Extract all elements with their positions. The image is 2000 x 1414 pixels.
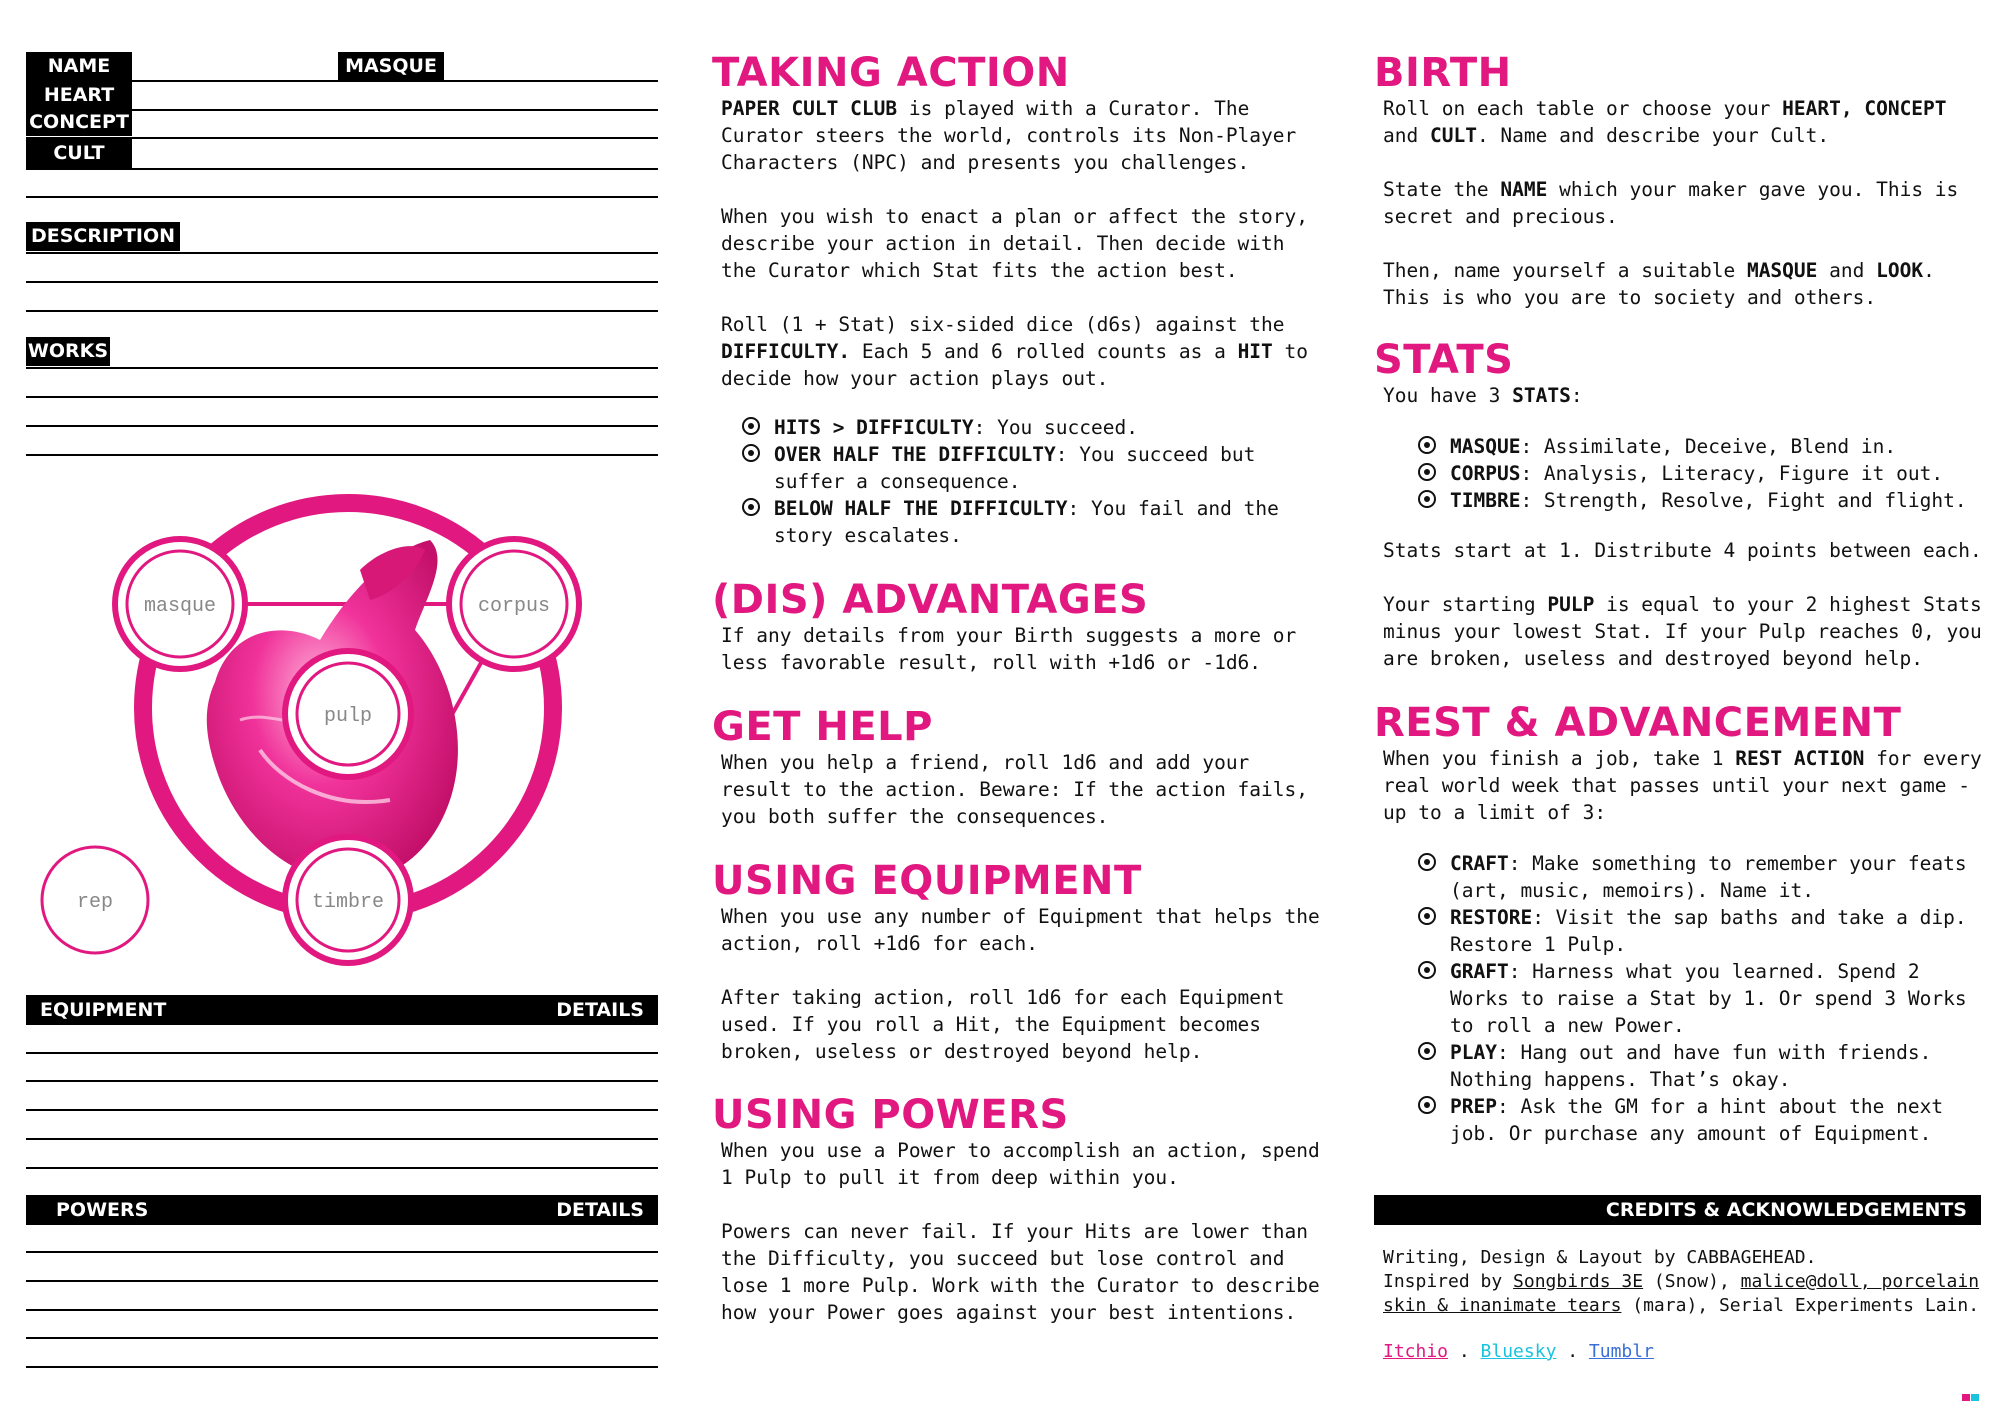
equipment-header <box>26 995 658 1025</box>
corpus-node-label: corpus <box>477 595 551 618</box>
equipment-details-label: DETAILS <box>556 999 644 1021</box>
equipment-line-2[interactable] <box>26 1080 658 1082</box>
equipment-label: EQUIPMENT <box>40 999 167 1021</box>
equipment-line-1[interactable] <box>26 1052 658 1054</box>
works-label: WORKS <box>26 337 110 366</box>
birth-text: Roll on each table or choose your HEART, CONCEPT and CULT. Name and describe your Cult. State the NAME which your maker gave you. This is secret and precious. Then, name yourself a suitable MASQUE and LOOK. This is who you are to society and others. <box>1383 97 1959 309</box>
powers-line-2[interactable] <box>26 1280 658 1282</box>
timbre-node <box>285 837 411 963</box>
bullet-icon <box>1418 436 1436 454</box>
rep-node <box>42 847 148 953</box>
stats-heading: STATS <box>1374 337 1514 383</box>
description-line-1[interactable] <box>26 252 658 254</box>
bullet-icon <box>1418 1096 1436 1114</box>
description-line-3[interactable] <box>26 310 658 312</box>
powers-line-3[interactable] <box>26 1309 658 1311</box>
rest-play: PLAY: Hang out and have fun with friends. Nothing happens. That’s okay. <box>1450 1041 1932 1091</box>
credits-label: CREDITS & ACKNOWLEDGEMENTS <box>1605 1199 1967 1221</box>
stats-text: Stats start at 1. Distribute 4 points between each. Your starting PULP is equal to your 2 highest Stats minus your lowest Stat. If your Pulp reaches 0, you are broken, useless and destroyed beyond help. <box>1383 539 1982 670</box>
hits-rule: HITS > DIFFICULTY: You succeed. <box>774 416 1138 439</box>
equipment-line-5[interactable] <box>26 1167 658 1169</box>
taking-action-p1: PAPER CULT CLUB is played with a Curator. The Curator steers the world, controls its Non-Player Characters (NPC) and presents you challenges. <box>721 97 1297 174</box>
stats-diagram <box>30 480 650 980</box>
itchio-link[interactable]: Itchio <box>1383 1341 1449 1362</box>
masque-node-label: masque <box>143 595 217 618</box>
rest-heading: REST & ADVANCEMENT <box>1374 700 1902 746</box>
social-links: Itchio . Bluesky . Tumblr <box>1383 1341 1654 1362</box>
works-line-4[interactable] <box>26 454 658 456</box>
heart-label: HEART <box>26 81 132 109</box>
rest-graft: GRAFT: Harness what you learned. Spend 2 Works to raise a Stat by 1. Or spend 3 Works to roll a new Power. <box>1450 960 1967 1037</box>
rep-node-label: rep <box>76 891 114 914</box>
description-label: DESCRIPTION <box>26 222 180 251</box>
birth-heading: BIRTH <box>1374 50 1512 96</box>
taking-action-heading: TAKING ACTION <box>712 50 1070 96</box>
cult-line[interactable] <box>26 168 658 170</box>
equipment-line-3[interactable] <box>26 1109 658 1111</box>
get-help-text: When you help a friend, roll 1d6 and add your result to the action. Beware: If the action fails, you both suffer the consequences. <box>721 751 1308 828</box>
cult-line-2[interactable] <box>26 196 658 198</box>
masque-node <box>115 539 245 669</box>
bullet-icon <box>1418 463 1436 481</box>
cult-label: CULT <box>26 139 132 168</box>
tumblr-link[interactable]: Tumblr <box>1588 1341 1654 1362</box>
using-equipment-text: When you use any number of Equipment that helps the action, roll +1d6 for each. After taking action, roll 1d6 for each Equipment used. If you roll a Hit, the Equipment becomes broken, useless or destroyed beyond help. <box>721 905 1320 1063</box>
corner-mark-icon <box>1962 1394 1970 1401</box>
works-line-3[interactable] <box>26 425 658 427</box>
malice-doll-link[interactable]: malice@doll, porcelain <box>1740 1271 1980 1292</box>
powers-label: POWERS <box>56 1199 149 1221</box>
using-powers-heading: USING POWERS <box>712 1092 1069 1138</box>
using-powers-text: When you use a Power to accomplish an action, spend 1 Pulp to pull it from deep within you. Powers can never fail. If your Hits are lower than the Difficulty, you succeed but lose control and lose 1 more Pulp. Work with the Curator to describe how your Power goes against your best intentions. <box>721 1139 1320 1324</box>
credits-header <box>1374 1195 1981 1225</box>
bullet-icon <box>1418 490 1436 508</box>
stat-timbre: TIMBRE: Strength, Resolve, Fight and flight. <box>1450 489 1967 512</box>
dis-advantages-text: If any details from your Birth suggests a more or less favorable result, roll with +1d6 or -1d6. <box>721 624 1297 674</box>
name-label: NAME <box>26 52 132 81</box>
bullet-icon <box>742 498 760 516</box>
works-line-2[interactable] <box>26 396 658 398</box>
concept-label: CONCEPT <box>26 110 132 136</box>
get-help-heading: GET HELP <box>712 704 933 750</box>
powers-header <box>26 1195 658 1225</box>
equipment-line-4[interactable] <box>26 1138 658 1140</box>
powers-line-4[interactable] <box>26 1337 658 1339</box>
powers-line-1[interactable] <box>26 1251 658 1253</box>
corpus-node <box>449 539 579 669</box>
stats-intro: You have 3 STATS: <box>1383 384 1583 407</box>
bullet-icon <box>1418 961 1436 979</box>
using-equipment-heading: USING EQUIPMENT <box>712 858 1142 904</box>
bullet-icon <box>1418 853 1436 871</box>
rest-restore: RESTORE: Visit the sap baths and take a dip. Restore 1 Pulp. <box>1450 906 1967 956</box>
stat-masque: MASQUE: Assimilate, Deceive, Blend in. <box>1450 435 1897 458</box>
description-line-2[interactable] <box>26 281 658 283</box>
below-half-rule: BELOW HALF THE DIFFICULTY: You fail and the story escalates. <box>774 497 1279 547</box>
powers-details-label: DETAILS <box>556 1199 644 1221</box>
bluesky-link[interactable]: Bluesky <box>1480 1341 1557 1362</box>
dis-advantages-heading: (DIS) ADVANTAGES <box>712 577 1149 623</box>
rest-text: When you finish a job, take 1 REST ACTION for every real world week that passes until your next game - up to a limit of 3: <box>1383 747 1982 824</box>
pulp-node <box>285 651 411 777</box>
bullet-icon <box>742 417 760 435</box>
rest-prep: PREP: Ask the GM for a hint about the next job. Or purchase any amount of Equipment. <box>1450 1095 1944 1145</box>
masque-label: MASQUE <box>338 52 444 81</box>
taking-action-p3: Roll (1 + Stat) six-sided dice (d6s) against the DIFFICULTY. Each 5 and 6 rolled counts as a HIT to decide how your action plays out. <box>721 313 1309 390</box>
malice-doll-link-cont[interactable]: skin & inanimate tears <box>1383 1295 1622 1316</box>
bullet-icon <box>1418 907 1436 925</box>
bullet-icon <box>742 444 760 462</box>
works-line-1[interactable] <box>26 367 658 369</box>
credits-text: Writing, Design & Layout by CABBAGEHEAD. Inspired by Songbirds 3E (Snow), malice@doll, porcelain skin & inanimate tears (mara), Serial Experiments Lain. <box>1383 1247 1980 1316</box>
timbre-node-label: timbre <box>311 891 385 914</box>
taking-action-p2: When you wish to enact a plan or affect the story, describe your action in detail. Then decide with the Curator which Stat fits the action best. <box>721 205 1308 282</box>
powers-line-5[interactable] <box>26 1366 658 1368</box>
over-half-rule: OVER HALF THE DIFFICULTY: You succeed but suffer a consequence. <box>774 443 1256 493</box>
songbirds-link[interactable]: Songbirds 3E <box>1513 1271 1644 1292</box>
stat-corpus: CORPUS: Analysis, Literacy, Figure it out. <box>1450 462 1944 485</box>
bullet-icon <box>1418 1042 1436 1060</box>
pulp-node-label: pulp <box>323 705 373 728</box>
rest-craft: CRAFT: Make something to remember your feats (art, music, memoirs). Name it. <box>1450 852 1967 902</box>
corner-mark-icon-2 <box>1971 1394 1979 1401</box>
